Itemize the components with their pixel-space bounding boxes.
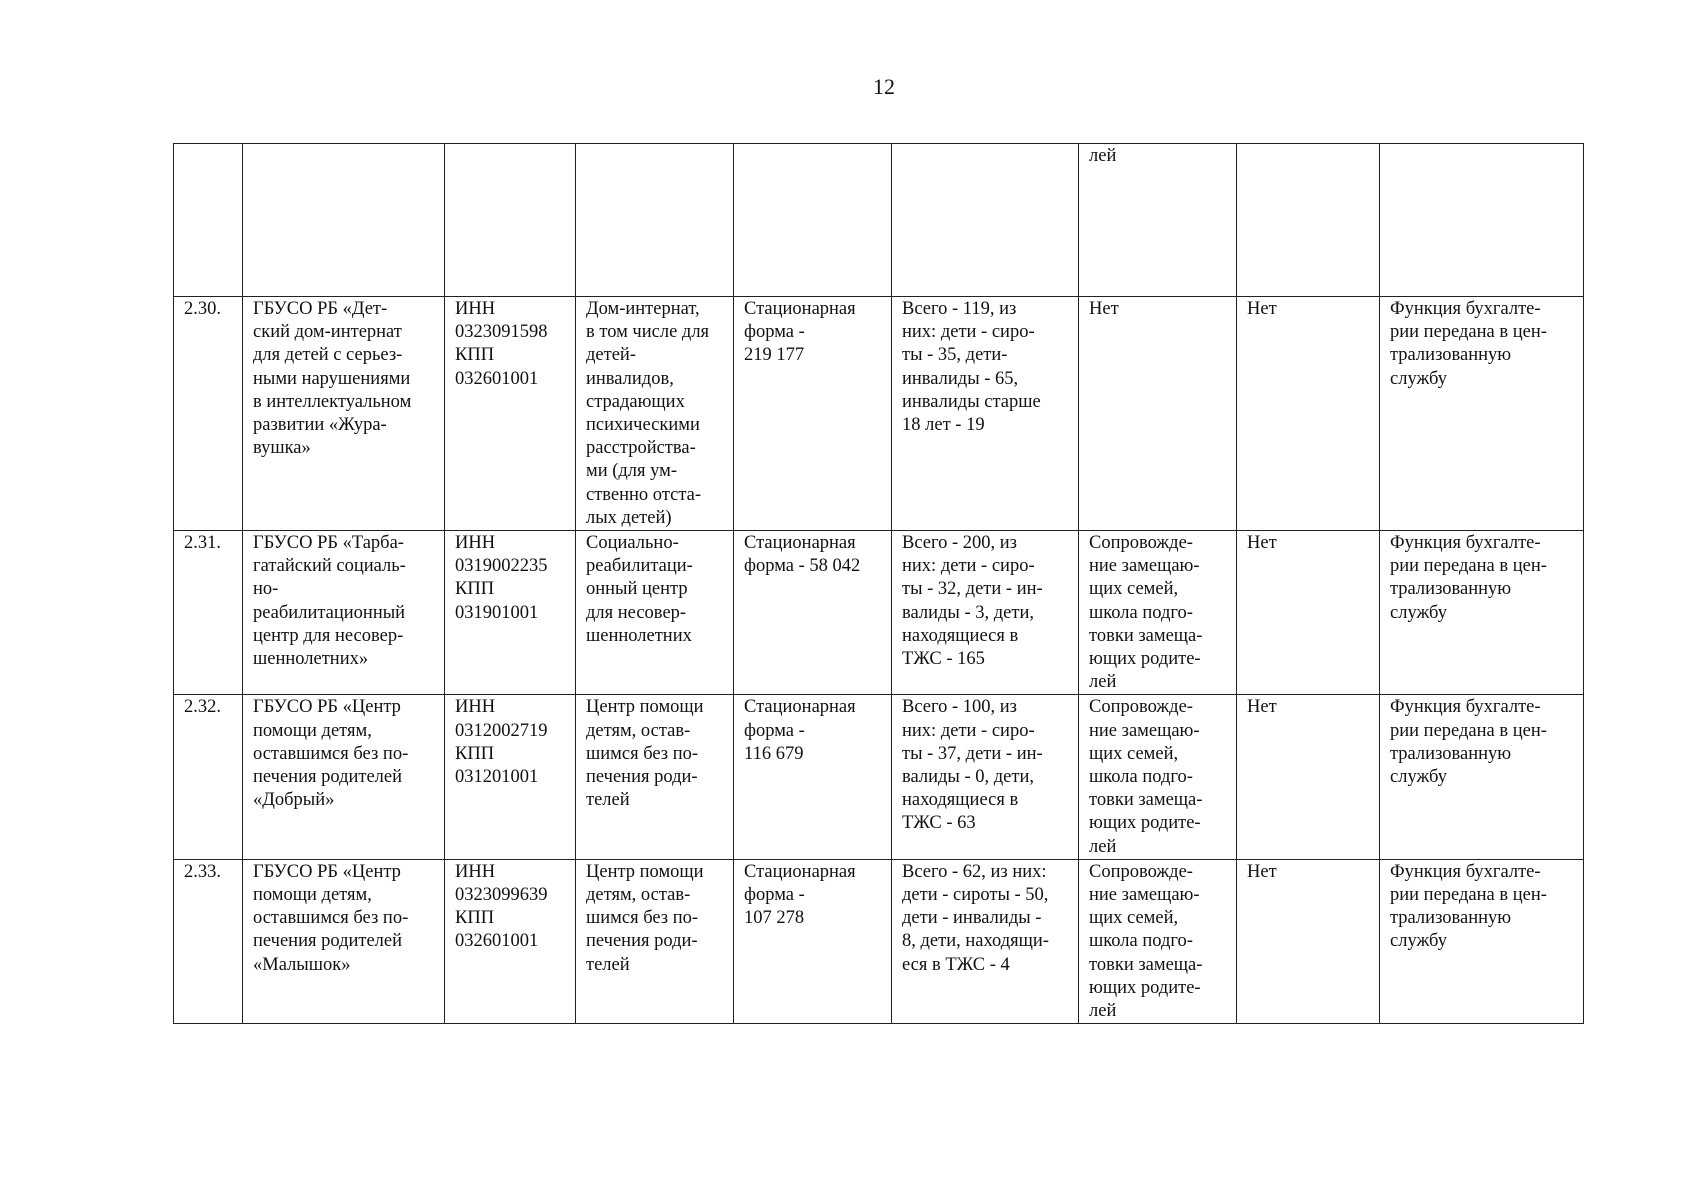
family-support: Сопровожде- ние замещаю- щих семей, школа подго- товки замеща- ющих родите- лей — [1079, 531, 1237, 695]
table-cell — [174, 144, 243, 297]
note: Функция бухгалте- рии передана в цен- трализованную службу — [1380, 859, 1584, 1023]
note: Функция бухгалте- рии передана в цен- трализованную службу — [1380, 531, 1584, 695]
tax-codes: ИНН 0319002235 КПП 031901001 — [445, 531, 576, 695]
institution-name: ГБУСО РБ «Центр помощи детям, оставшимся без по- печения родителей «Добрый» — [243, 695, 445, 859]
note: Функция бухгалте- рии передана в цен- трализованную службу — [1380, 695, 1584, 859]
contingent: Всего - 62, из них: дети - сироты - 50, дети - инвалиды - 8, дети, находящи- еся в ТЖС - 4 — [892, 859, 1079, 1023]
contingent: Всего - 200, из них: дети - сиро- ты - 32, дети - ин- валиды - 3, дети, находящиеся в ТЖС - 165 — [892, 531, 1079, 695]
table-row — [174, 695, 1584, 859]
contingent: Всего - 119, из них: дети - сиро- ты - 35, дети- инвалиды - 65, инвалиды старше 18 лет - 19 — [892, 297, 1079, 531]
service-form: Стационарная форма - 116 679 — [734, 695, 892, 859]
family-support: Сопровожде- ние замещаю- щих семей, школа подго- товки замеща- ющих родите- лей — [1079, 859, 1237, 1023]
table-cell — [1380, 144, 1584, 297]
table-row — [174, 297, 1584, 531]
column-8-value: Нет — [1237, 859, 1380, 1023]
table-cell-support: лей — [1079, 144, 1237, 297]
page-number: 12 — [873, 74, 895, 99]
table-cell — [1237, 144, 1380, 297]
service-form: Стационарная форма - 219 177 — [734, 297, 892, 531]
table-row — [174, 531, 1584, 695]
institution-type: Дом-интернат, в том числе для детей- инвалидов, страдающих психическими расстройства- ми (для ум- ственно отста- лых детей) — [576, 297, 734, 531]
row-number: 2.32. — [174, 695, 243, 859]
table-row — [174, 859, 1584, 1023]
institution-type: Центр помощи детям, остав- шимся без по- печения роди- телей — [576, 859, 734, 1023]
column-8-value: Нет — [1237, 531, 1380, 695]
tax-codes: ИНН 0323099639 КПП 032601001 — [445, 859, 576, 1023]
family-support: Сопровожде- ние замещаю- щих семей, школа подго- товки замеща- ющих родите- лей — [1079, 695, 1237, 859]
institution-name: ГБУСО РБ «Тарба- гатайский социаль- но- реабилитационный центр для несовер- шеннолетних» — [243, 531, 445, 695]
column-8-value: Нет — [1237, 297, 1380, 531]
institution-type: Социально- реабилитаци- онный центр для несовер- шеннолетних — [576, 531, 734, 695]
table-cell — [892, 144, 1079, 297]
row-number: 2.33. — [174, 859, 243, 1023]
table-cell — [734, 144, 892, 297]
institution-name: ГБУСО РБ «Центр помощи детям, оставшимся без по- печения родителей «Малышок» — [243, 859, 445, 1023]
table-cell — [243, 144, 445, 297]
table-row-continuation — [174, 144, 1584, 297]
service-form: Стационарная форма - 58 042 — [734, 531, 892, 695]
column-8-value: Нет — [1237, 695, 1380, 859]
institution-name: ГБУСО РБ «Дет- ский дом-интернат для детей с серьез- ными нарушениями в интеллектуальном развитии «Жура- вушка» — [243, 297, 445, 531]
row-number: 2.30. — [174, 297, 243, 531]
institutions-table — [173, 143, 1584, 1024]
service-form: Стационарная форма - 107 278 — [734, 859, 892, 1023]
family-support: Нет — [1079, 297, 1237, 531]
table-cell — [576, 144, 734, 297]
note: Функция бухгалте- рии передана в цен- трализованную службу — [1380, 297, 1584, 531]
tax-codes: ИНН 0312002719 КПП 031201001 — [445, 695, 576, 859]
row-number: 2.31. — [174, 531, 243, 695]
contingent: Всего - 100, из них: дети - сиро- ты - 37, дети - ин- валиды - 0, дети, находящиеся в ТЖС - 63 — [892, 695, 1079, 859]
institution-type: Центр помощи детям, остав- шимся без по- печения роди- телей — [576, 695, 734, 859]
tax-codes: ИНН 0323091598 КПП 032601001 — [445, 297, 576, 531]
table-cell — [445, 144, 576, 297]
